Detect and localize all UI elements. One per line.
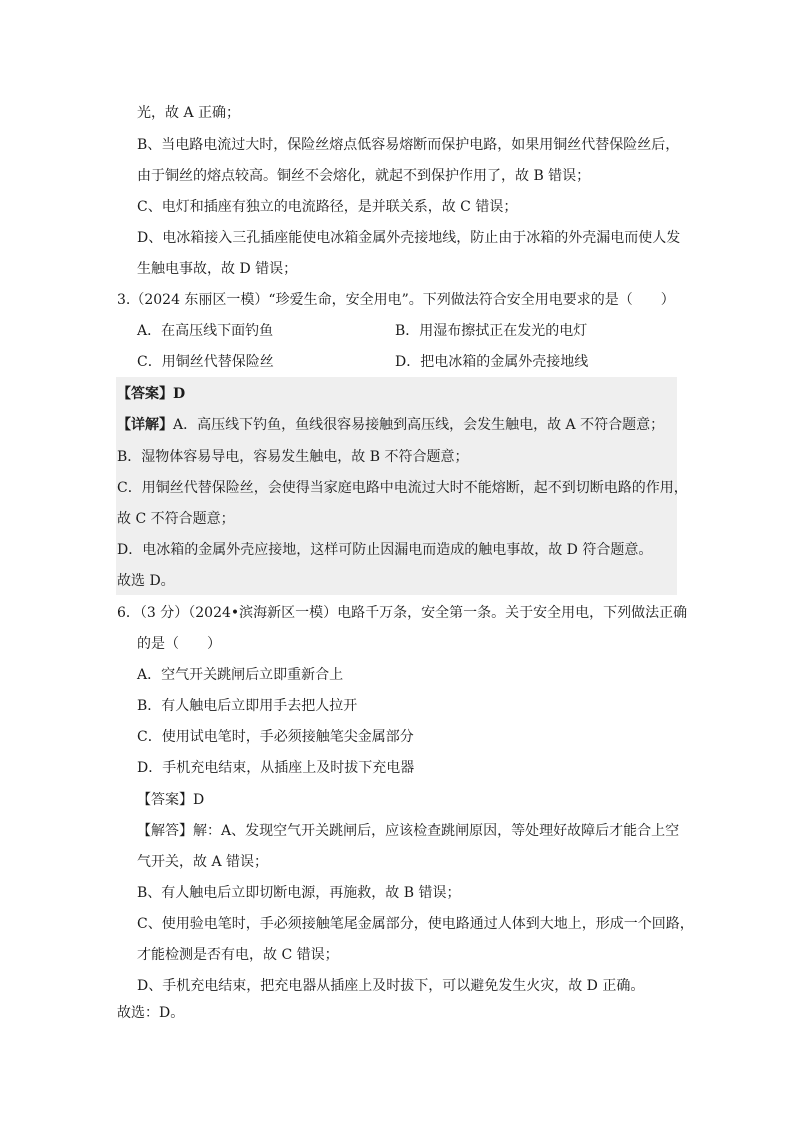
q6-option-d: D．手机充电结束，从插座上及时拔下充电器 (137, 760, 415, 776)
q6-solve-c1: C、使用验电笔时，手必须接触笔尾金属部分，使电路通过人体到大地上，形成一个回路， (137, 916, 694, 932)
q3-answer-tag: 【答案】 (117, 386, 173, 402)
q6-stem-line-1: 6．（3 分）（2024•滨海新区一模）电路千万条，安全第一条。关于安全用电，下列做法正确 (117, 605, 688, 621)
q3-detail-c2: 故 C 不符合题意； (117, 511, 235, 527)
q6-solve-a1-text: 解：A、发现空气开关跳闸后，应该检查跳闸原因，等处理好故障后才能合上空 (193, 823, 680, 839)
prev-line-4: C、电灯和插座有独立的电流路径，是并联关系，故 C 错误； (137, 199, 518, 215)
q6-answer-value: D (193, 792, 205, 808)
prev-line-3: 由于铜丝的熔点较高。铜丝不会熔化，就起不到保护作用了，故 B 错误； (137, 168, 591, 184)
prev-line-5: D、电冰箱接入三孔插座能使电冰箱金属外壳接地线，防止由于冰箱的外壳漏电而使人发 (137, 230, 681, 246)
q3-detail-b: B．湿物体容易导电，容易发生触电，故 B 不符合题意； (117, 449, 469, 465)
q3-option-a: A．在高压线下面钓鱼 (137, 323, 274, 339)
q3-detail-d: D．电冰箱的金属外壳应接地，这样可防止因漏电而造成的触电事故，故 D 符合题意。 (117, 542, 653, 558)
q6-solve-a2: 气开关，故 A 错误； (137, 854, 269, 870)
prev-line-2: B、当电路电流过大时，保险丝熔点低容易熔断而保护电路，如果用铜丝代替保险丝后， (137, 137, 680, 153)
q3-answer-value: D (173, 386, 186, 402)
q6-option-b: B．有人触电后立即用手去把人拉开 (137, 698, 358, 714)
prev-line-6: 生触电事故，故 D 错误； (137, 261, 298, 277)
q3-detail-a (117, 415, 664, 435)
q6-stem-line-2: 的是（ ） (137, 636, 221, 652)
q6-conclusion: 故选：D。 (117, 1005, 185, 1021)
q3-option-d: D．把电冰箱的金属外壳接地线 (395, 354, 589, 370)
q6-solve-c2: 才能检测是否有电，故 C 错误； (137, 947, 339, 963)
q6-option-a: A．空气开关跳闸后立即重新合上 (137, 667, 344, 683)
q6-solve-b: B、有人触电后立即切断电源，再施救，故 B 错误； (137, 885, 461, 901)
q6-solve-tag: 【解答】 (137, 823, 193, 839)
q3-stem: 3.（2024 东丽区一模）“珍爱生命，安全用电”。下列做法符合安全用电要求的是（ ） (117, 292, 675, 308)
q3-detail-a-text: A．高压线下钓鱼，鱼线很容易接触到高压线，会发生触电，故 A 不符合题意； (173, 417, 665, 433)
q3-option-c: C．用铜丝代替保险丝 (137, 354, 274, 370)
q6-answer (137, 790, 204, 810)
q3-conclusion: 故选 D。 (117, 573, 175, 589)
prev-line-1: 光，故 A 正确； (137, 105, 241, 121)
q6-solve-d: D、手机充电结束，把充电器从插座上及时拔下，可以避免发生火灾，故 D 正确。 (137, 978, 645, 994)
q6-solve-a1 (137, 821, 679, 841)
q3-detail-c1: C．用铜丝代替保险丝，会使得当家庭电路中电流过大时不能熔断，起不到切断电路的作用， (117, 480, 688, 496)
q6-answer-tag: 【答案】 (137, 792, 193, 808)
q3-option-b: B．用湿布擦拭正在发光的电灯 (395, 323, 588, 339)
q6-option-c: C．使用试电笔时，手必须接触笔尖金属部分 (137, 729, 414, 745)
q3-detail-tag: 【详解】 (117, 417, 173, 433)
q3-answer (117, 384, 185, 404)
